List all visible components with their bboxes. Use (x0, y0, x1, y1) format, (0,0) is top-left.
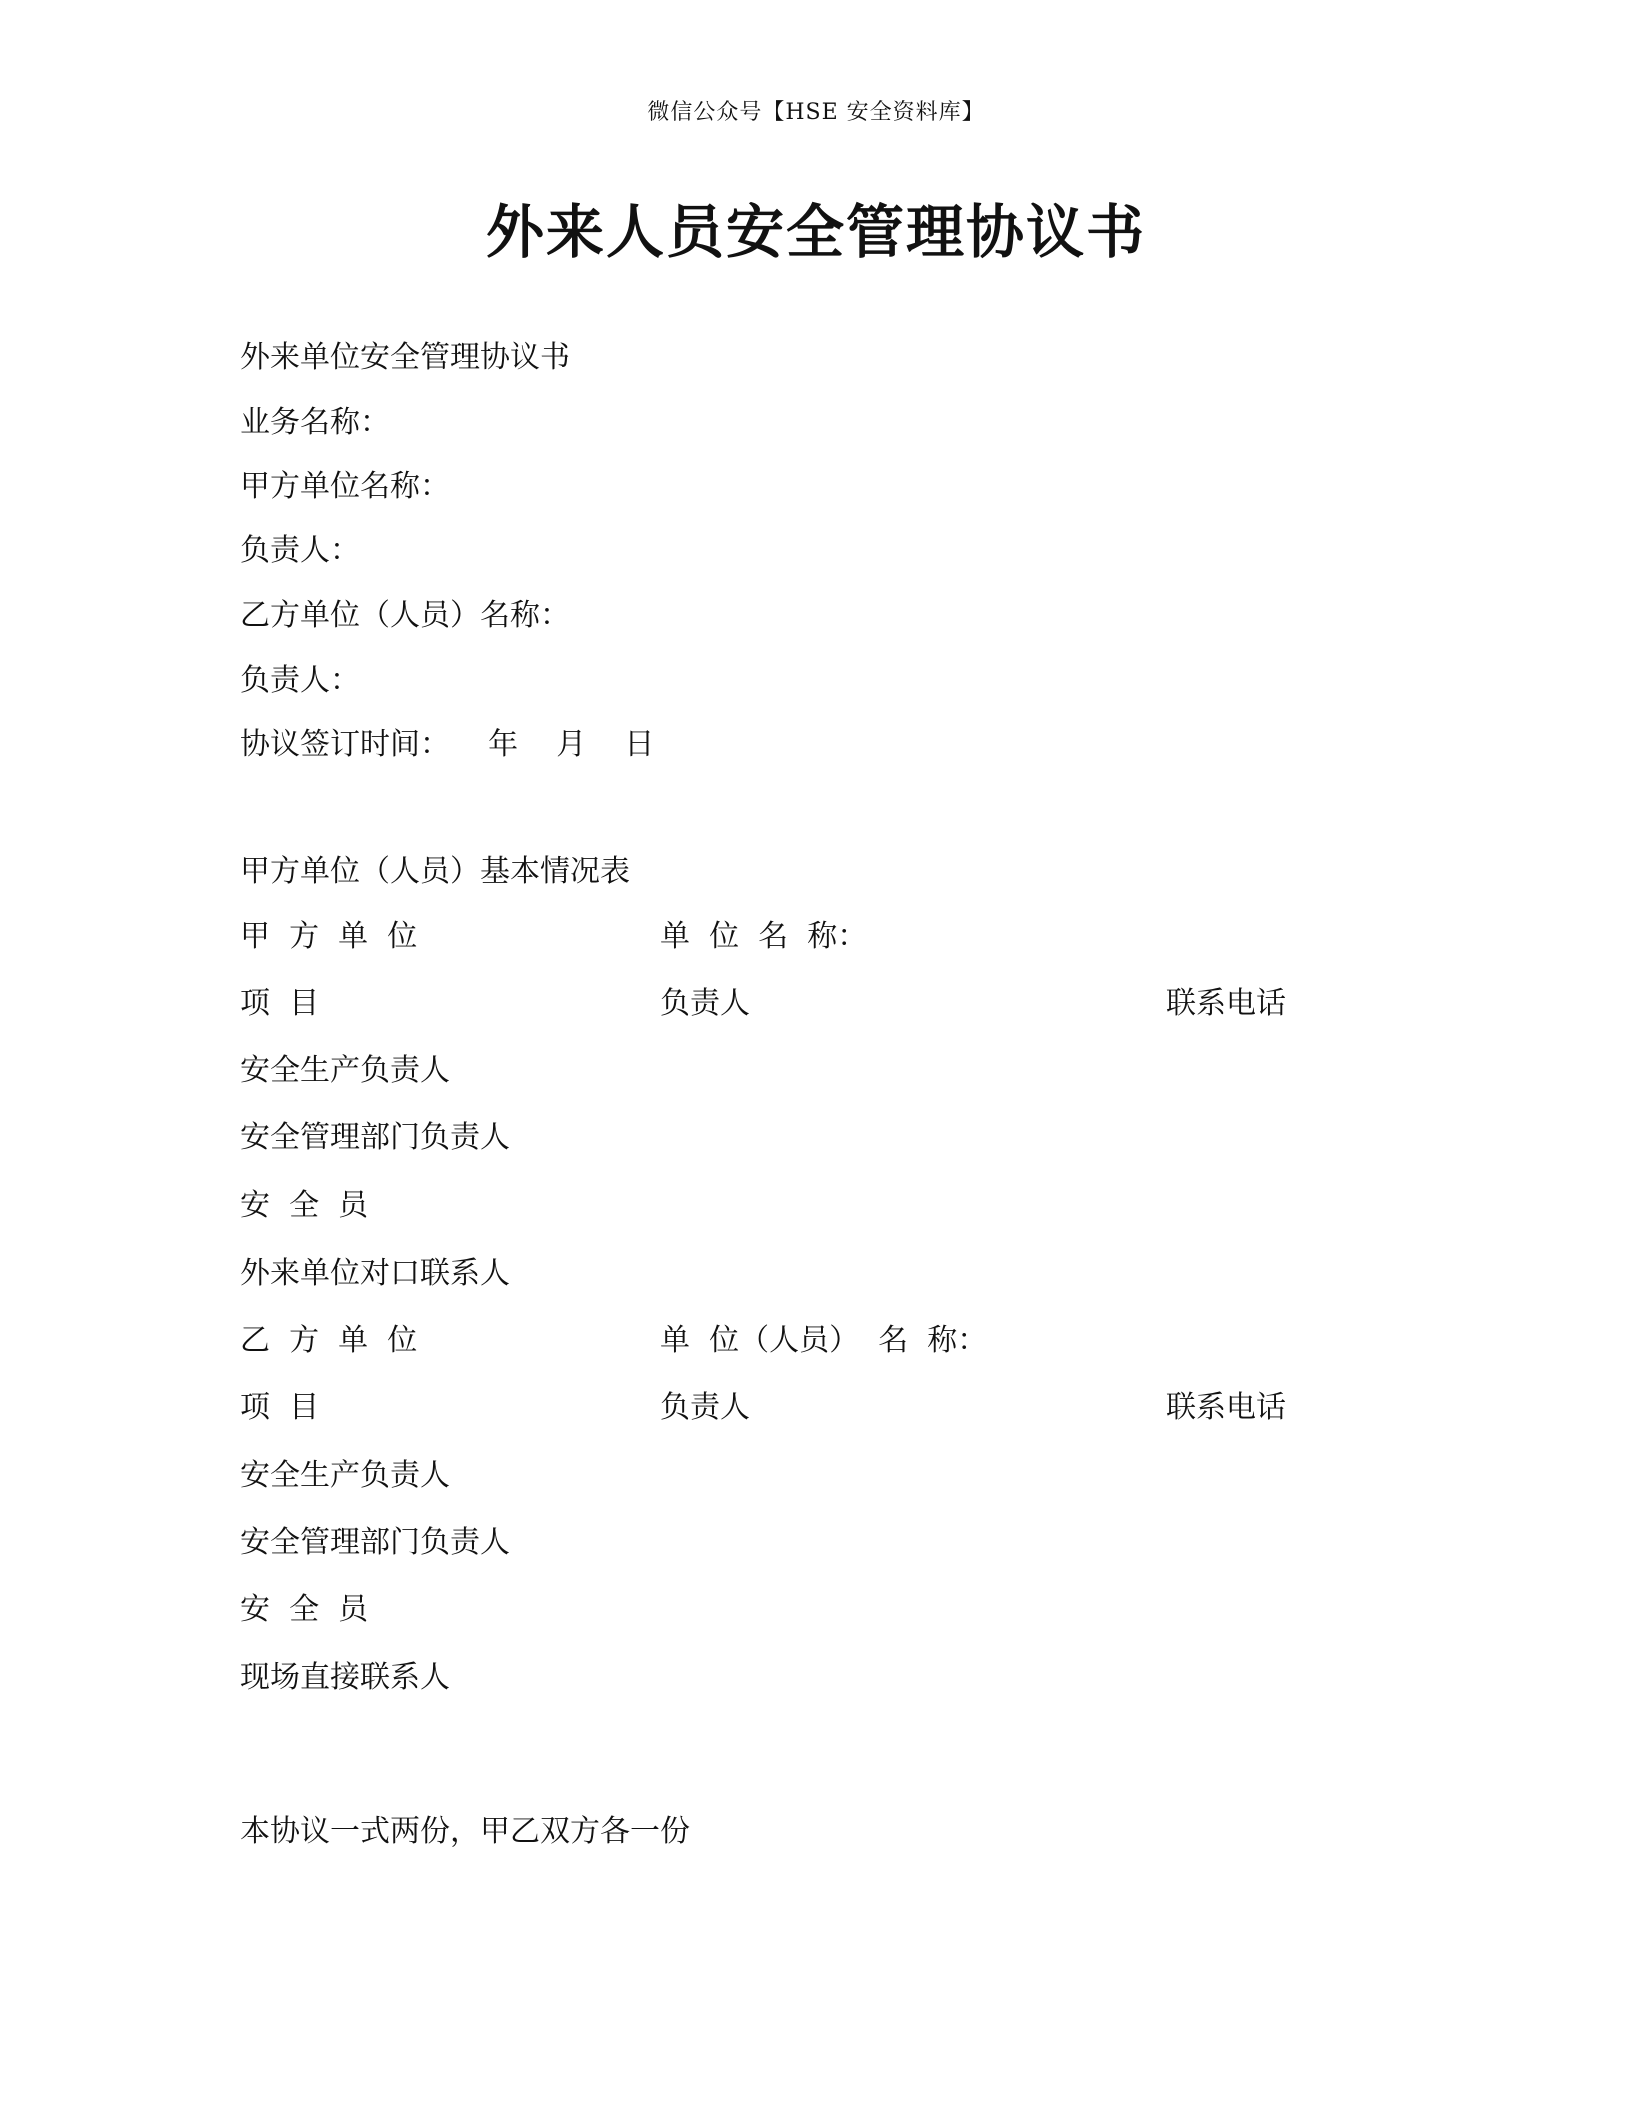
party-b-unit-label: 乙 方 单 位 (240, 1323, 418, 1358)
business-name-label: 业务名称： (240, 405, 390, 440)
party-b-person-label: 负责人： (240, 663, 360, 698)
party-b-row: 现场直接联系人 (240, 1660, 450, 1695)
party-b-col-phone: 联系电话 (1166, 1390, 1286, 1425)
party-a-name-label: 甲方单位名称： (240, 469, 450, 504)
party-b-row: 安 全 员 (240, 1592, 369, 1627)
party-a-row: 外来单位对口联系人 (240, 1256, 510, 1291)
party-a-row: 安全生产负责人 (240, 1053, 450, 1088)
party-a-person-label: 负责人： (240, 533, 360, 568)
sign-date-label: 协议签订时间： 年 月 日 (240, 727, 655, 762)
party-b-col-item: 项 目 (240, 1390, 320, 1425)
party-b-unit-name-label: 单 位（人员） 名 称： (660, 1323, 988, 1358)
party-b-name-label: 乙方单位（人员）名称： (240, 598, 570, 633)
party-a-row: 安全管理部门负责人 (240, 1120, 510, 1155)
intro-subtitle: 外来单位安全管理协议书 (240, 340, 570, 375)
party-a-col-item: 项 目 (240, 986, 320, 1021)
party-a-table-heading: 甲方单位（人员）基本情况表 (240, 854, 630, 889)
party-a-row: 安 全 员 (240, 1188, 369, 1223)
party-a-col-person: 负责人 (660, 986, 750, 1021)
party-b-col-person: 负责人 (660, 1390, 750, 1425)
footer-note: 本协议一式两份，甲乙双方各一份 (240, 1814, 690, 1849)
party-a-unit-name-label: 单 位 名 称： (660, 919, 868, 954)
party-a-unit-label: 甲 方 单 位 (240, 919, 418, 954)
party-a-col-phone: 联系电话 (1166, 986, 1286, 1021)
party-b-row: 安全管理部门负责人 (240, 1525, 510, 1560)
header-note: 微信公众号【HSE 安全资料库】 (647, 100, 985, 125)
document-title: 外来人员安全管理协议书 (485, 198, 1146, 266)
party-b-row: 安全生产负责人 (240, 1458, 450, 1493)
